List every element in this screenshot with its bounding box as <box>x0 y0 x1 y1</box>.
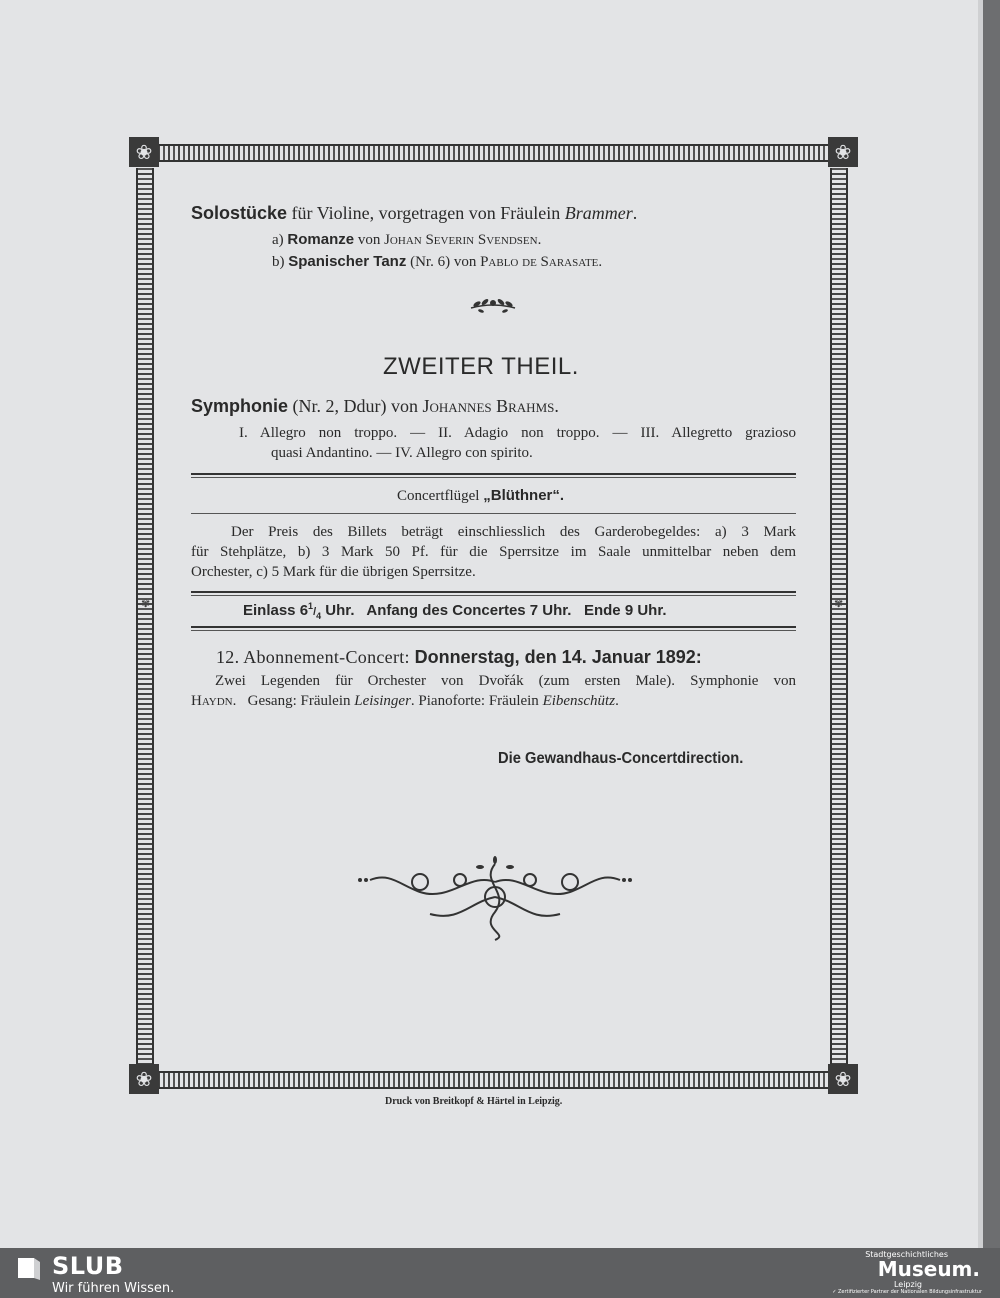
next-concert-line-1: Zwei Legenden für Orchester von Dvořák (zum ersten Male). Symphonie von <box>215 673 796 689</box>
item-b-composer: Pablo de Sarasate <box>480 254 599 270</box>
solo-end: . <box>632 203 638 223</box>
signature: Die Gewandhaus-Concertdirection. <box>498 750 744 767</box>
item-b-title: Spanischer Tanz <box>288 253 407 270</box>
price-line-3: Orchester, c) 5 Mark für die übrigen Sperrsitze. <box>191 564 476 580</box>
piano-brand: „Blüthner“. <box>483 487 565 504</box>
right-border <box>830 168 848 1065</box>
next-concert-end: . <box>615 693 619 709</box>
left-border <box>136 168 154 1065</box>
fraction-numerator: 1 <box>308 601 314 611</box>
side-ornament-icon: ✾ <box>141 597 151 610</box>
divider-rule <box>191 626 796 631</box>
museum-certification: ✓ Zertifizierter Partner der Nationalen Bildungsinfrastruktur <box>832 1289 982 1295</box>
item-a-prefix: a) <box>272 232 288 248</box>
solo-performer: Brammer <box>564 203 633 223</box>
rosette-corner-icon <box>828 137 858 167</box>
museum-city: Leipzig <box>893 1280 922 1289</box>
solo-item-a <box>272 231 541 249</box>
pianist-name: Eibenschütz <box>542 693 616 709</box>
next-concert-date: Donnerstag, den 14. Januar 1892: <box>414 647 702 667</box>
item-b-end: . <box>598 254 603 270</box>
price-line-2: für Stehplätze, b) 3 Mark 50 Pf. für die Sperrsitze im Saale unmittelbar neben dem <box>191 544 796 560</box>
solo-title: Solostücke <box>191 203 288 223</box>
symphony-title: Symphonie <box>191 396 289 416</box>
entry-time: Einlass 6 <box>243 602 309 619</box>
flourish-ornament-icon <box>350 852 640 942</box>
symphony-composer: Johannes Brahms <box>422 396 555 416</box>
slub-logo-icon <box>16 1254 42 1280</box>
solo-description: für Violine, vorgetragen von Fräulein <box>287 203 565 223</box>
next-concert-pianoforte: . Pianoforte: Fräulein <box>410 693 543 709</box>
times-line: Einlass $6^1/_4$ Uhr. Anfang des Concertes 7 Uhr. Ende 9 Uhr. <box>243 601 667 621</box>
fraction-denominator: 4 <box>316 611 322 621</box>
laurel-sprig-icon <box>467 294 519 314</box>
side-ornament-icon: ✾ <box>834 597 844 610</box>
slub-tagline: Wir führen Wissen. <box>52 1281 175 1296</box>
next-concert-heading <box>216 647 702 668</box>
times-rest: Uhr. Anfang des Concertes 7 Uhr. Ende 9 Uhr. <box>321 602 667 619</box>
museum-name: Museum. <box>877 1257 980 1281</box>
divider-rule <box>191 513 796 514</box>
next-concert-line-2 <box>191 693 619 710</box>
singer-name: Leisinger <box>354 693 411 709</box>
rosette-corner-icon <box>129 1064 159 1094</box>
solo-item-b <box>272 253 602 271</box>
symphony-heading <box>191 396 559 417</box>
part-two-heading: ZWEITER THEIL. <box>383 353 579 380</box>
bottom-border <box>158 1071 828 1089</box>
museum-prefix: Stadtgeschichtliches <box>865 1250 948 1259</box>
price-line-1: Der Preis des Billets beträgt einschliesslich des Garderobegeldes: a) 3 Mark <box>231 524 796 540</box>
next-concert-label: 12. Abonnement-Concert: <box>216 647 415 667</box>
divider-rule <box>191 473 796 478</box>
printer-note: Druck von Breitkopf & Härtel in Leipzig. <box>385 1096 563 1107</box>
haydn-name: Haydn <box>191 693 233 709</box>
item-a-composer: Johan Severin Svendsen <box>384 232 538 248</box>
movements-line-1: I. Allegro non troppo. — II. Adagio non troppo. — III. Allegretto grazioso <box>239 425 796 441</box>
item-a-title: Romanze <box>287 231 355 248</box>
rosette-corner-icon <box>828 1064 858 1094</box>
page-edge <box>978 0 983 1248</box>
movements-line-2: quasi Andantino. — IV. Allegro con spirito. <box>271 445 533 461</box>
piano-prefix: Concertflügel <box>397 488 484 504</box>
item-a-end: . <box>537 232 542 248</box>
rosette-corner-icon <box>129 137 159 167</box>
item-b-prefix: b) <box>272 254 289 270</box>
piano-note <box>397 487 564 505</box>
divider-rule <box>191 591 796 596</box>
solo-heading <box>191 203 637 224</box>
symphony-mid: (Nr. 2, Ddur) von <box>288 396 423 416</box>
next-concert-gesang: . Gesang: Fräulein <box>232 693 355 709</box>
symphony-end: . <box>554 396 559 416</box>
item-b-mid: (Nr. 6) von <box>406 254 481 270</box>
slub-name: SLUB <box>52 1252 124 1280</box>
item-a-von: von <box>354 232 385 248</box>
top-border <box>158 144 828 162</box>
